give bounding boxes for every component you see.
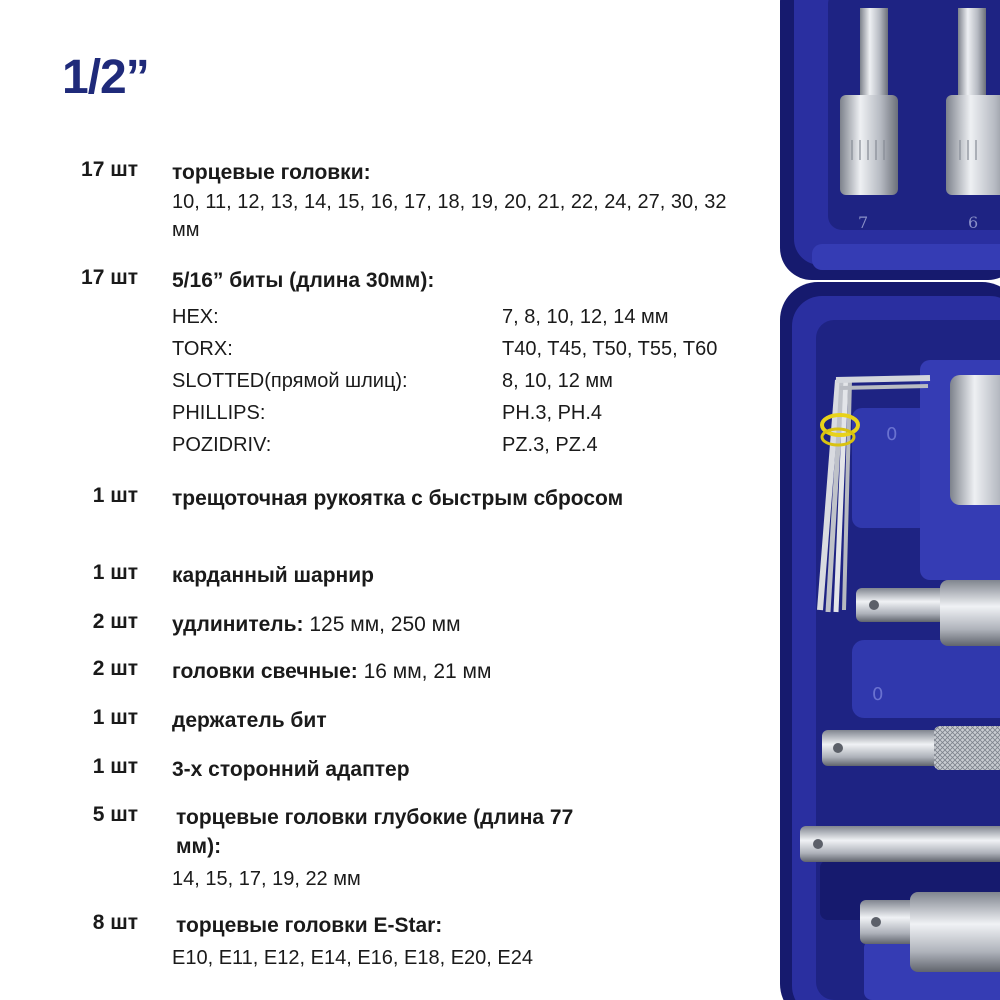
item-name: карданный шарнир: [172, 564, 374, 587]
item-details: E10, E11, E12, E14, E16, E18, E20, E24: [172, 947, 533, 969]
bit-type: HEX:: [172, 306, 219, 328]
item-name: удлинитель: 125 мм, 250 мм: [172, 613, 461, 636]
item-quantity: 8 шт: [92, 911, 138, 934]
bit-type: PHILLIPS:: [172, 402, 266, 424]
item-name: головки свечные: 16 мм, 21 мм: [172, 660, 492, 683]
item-quantity: 1 шт: [92, 561, 138, 584]
bits-table: [172, 306, 772, 466]
svg-text:0: 0: [886, 424, 898, 445]
item-name: трещоточная рукоятка с быстрым сбросом: [172, 487, 624, 510]
item-name: торцевые головки E-Star:: [176, 914, 443, 937]
item-quantity: 1 шт: [92, 755, 138, 778]
product-photo: [780, 0, 1000, 1000]
item-quantity: 17 шт: [81, 266, 138, 289]
bit-row: [172, 402, 772, 434]
item-name: торцевые головки глубокие (длина 77 мм):: [176, 806, 574, 858]
large-socket: [950, 375, 1000, 505]
tool-case-illustration: [780, 0, 1000, 1000]
item-name: торцевые головки:: [172, 161, 371, 184]
svg-text:0: 0: [872, 684, 884, 705]
bit-type: TORX:: [172, 338, 233, 360]
bit-row: [172, 306, 772, 338]
item-details: 14, 15, 17, 19, 22 мм: [172, 868, 361, 890]
bit-row: [172, 338, 772, 370]
bit-sizes: PZ.3, PZ.4: [502, 434, 598, 456]
socket-number: 6: [968, 213, 979, 232]
bit-row: [172, 370, 772, 402]
item-details: 10, 11, 12, 13, 14, 15, 16, 17, 18, 19, 20, 21, 22, 24, 27, 30, 32 мм: [172, 191, 727, 241]
bit-sizes: PH.3, PH.4: [502, 402, 603, 424]
item-name: 5/16” биты (длина 30мм):: [172, 269, 435, 292]
item-quantity: 17 шт: [81, 158, 138, 181]
bit-row: [172, 434, 772, 466]
bit-sizes: T40, T45, T50, T55, T60: [502, 338, 718, 360]
item-quantity: 5 шт: [92, 803, 138, 826]
item-quantity: 1 шт: [92, 484, 138, 507]
bit-sizes: 8, 10, 12 мм: [502, 370, 613, 392]
item-name: 3-х сторонний адаптер: [172, 758, 410, 781]
page-title: 1/2”: [62, 51, 149, 104]
item-quantity: 2 шт: [92, 610, 138, 633]
item-name: держатель бит: [172, 709, 327, 732]
socket-number: 7: [858, 213, 869, 232]
bit-sizes: 7, 8, 10, 12, 14 мм: [502, 306, 669, 328]
item-quantity: 1 шт: [92, 706, 138, 729]
bit-type: POZIDRIV:: [172, 434, 272, 456]
item-quantity: 2 шт: [92, 657, 138, 680]
bit-type: SLOTTED(прямой шлиц):: [172, 370, 408, 392]
